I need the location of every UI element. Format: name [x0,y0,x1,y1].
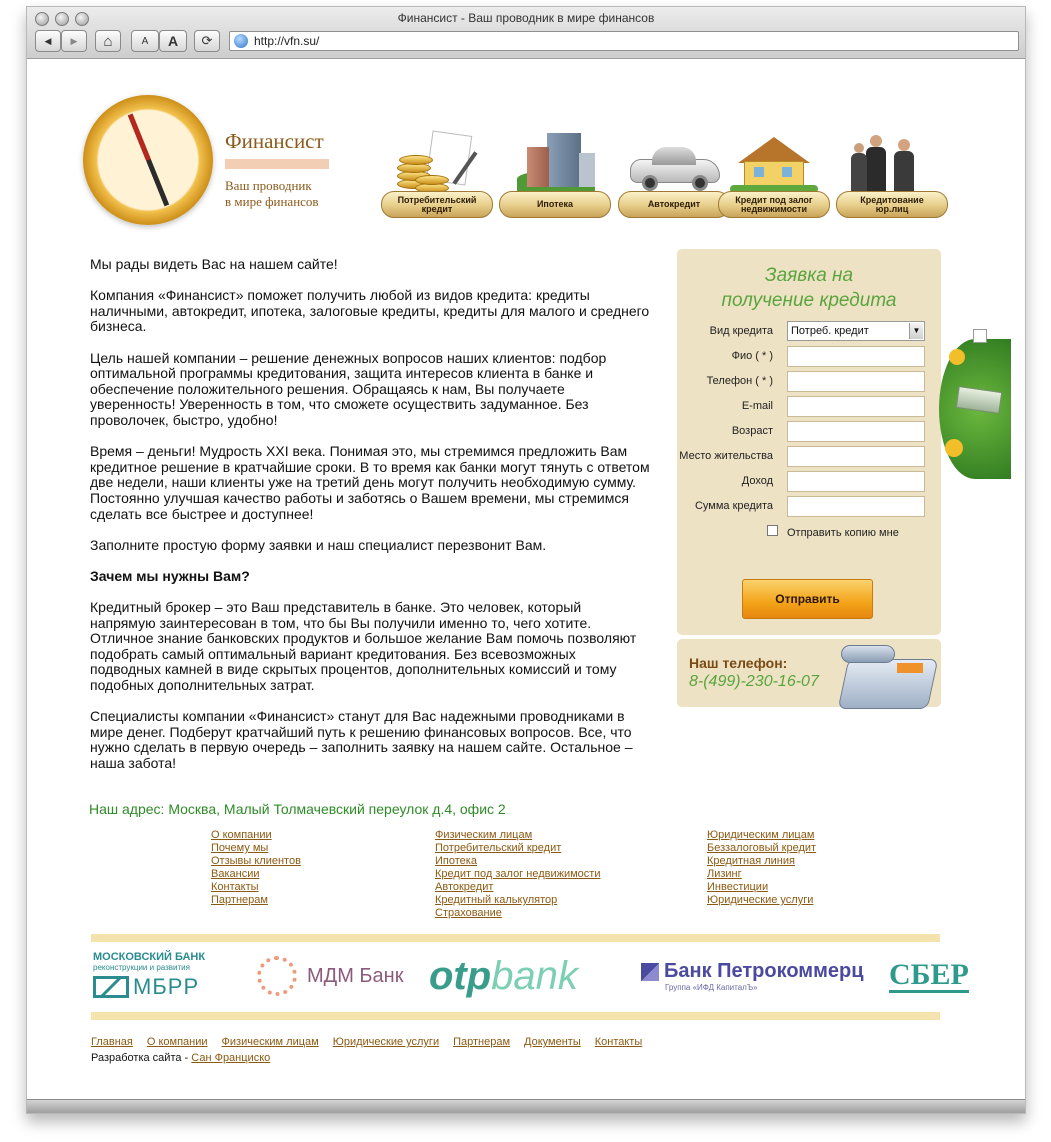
reload-button[interactable] [194,30,220,52]
home-icon: ⌂ [103,32,113,50]
footer-link-legal-services[interactable]: Юридические услуги [332,1036,440,1048]
browser-toolbar [27,7,1025,59]
text-smaller-button[interactable] [131,30,159,52]
nav-label: Кредит под залог недвижимости [718,191,830,218]
fio-label: Фио ( * ) [731,350,773,362]
phone-label: Наш телефон: [689,655,788,671]
footer-link-about[interactable]: О компании [146,1036,208,1048]
office-address: Наш адрес: Москва, Малый Толмачевский переулок д.4, офис 2 [89,801,506,817]
partner-banks [91,934,969,1024]
house-icon [728,129,820,195]
footer-link-contacts[interactable]: Контакты [594,1036,643,1048]
income-label: Доход [741,475,773,487]
greeting-text: Мы рады видеть Вас на нашем сайте! [90,256,338,272]
compass-needle-tip-icon [128,114,151,161]
nav-label: Автокредит [618,191,730,218]
content-paragraph: Специалисты компании «Финансист» станут для Вас надежными проводниками в мире денег. Подберут кратчайший путь к решению финансовых вопросов. Все, что нужно сделать в первую очередь – заполнить заявку на нашем сайте. Остальное – наша забота! [90,708,633,771]
company-links [211,829,301,907]
individuals-links [435,829,600,920]
content-paragraph: Время – деньги! Мудрость XXI века. Понимая это, мы стремимся предложить Вам кредитное решение в кратчайшие сроки. В то время как банки могут тянуть с ответом две недели, наши клиенты уже на третий день могут получить необходимую сумму. Постоянно улучшая качество работы и заботясь о Вашем времени, мы стремимся сделать все быстрее и доступнее! [90,443,650,522]
footer [91,1036,642,1064]
phone-label: Телефон ( * ) [706,375,773,387]
tagline-line-1: Ваш проводник [225,178,312,193]
fio-input[interactable] [787,346,925,367]
business-people-icon [846,129,938,195]
petrocommerce-sub-text: Группа «ИФД КапиталЪ» [665,983,758,992]
link-about[interactable]: О компании [211,829,272,841]
form-title [677,263,941,313]
buildings-icon [509,129,601,195]
phone-panel [677,639,941,707]
bank-logo-petrocommerce[interactable] [641,946,871,1006]
content-paragraph: Цель нашей компании – решение денежных вопросов наших клиентов: подбор оптимальной программы кредитования, защита интересов клиента в банке и обеспечение положительного решения. Обращаясь к нам, Вы получаете уверенность! Уверенность в том, что сможете осуществить задуманное. Без проволочек, быстро, удобно! [90,349,607,428]
footer-nav [91,1036,642,1048]
link-insurance[interactable]: Страхование [435,907,502,919]
forward-arrow-icon: ▶ [70,35,78,46]
section-heading: Зачем мы нужны Вам? [90,567,250,584]
credit-type-label: Вид кредита [709,325,773,337]
nav-collateral-credit[interactable] [714,129,834,225]
otp-bank-text: bank [491,953,578,998]
telephone-icon [837,641,937,717]
amount-label: Сумма кредита [694,500,773,512]
chevron-down-icon: ▼ [909,323,923,339]
link-legal-entities[interactable]: Юридическим лицам [707,829,815,841]
url-text: http://vfn.su/ [254,34,320,48]
otp-text: otp [429,953,492,998]
petrocommerce-emblem-icon [641,963,659,981]
nav-mortgage[interactable] [495,129,615,225]
credit-application-form [677,249,941,635]
mdm-text: МДМ Банк [307,964,404,987]
credit-type-select[interactable] [787,321,925,341]
mdm-circle-icon [257,956,297,996]
link-collateral[interactable]: Кредит под залог недвижимости [435,868,601,880]
phone-number[interactable]: 8-(499)-230-16-07 [689,673,819,690]
bank-logo-otp[interactable] [429,946,599,1006]
mbrr-top-text: МОСКОВСКИЙ БАНК [93,951,206,963]
nav-label: Потребительский кредит [381,191,493,218]
text-smaller-icon: A [141,35,149,47]
back-button[interactable] [35,30,61,52]
petrocommerce-text: Банк Петрокоммерц [664,960,864,982]
footer-link-individuals[interactable]: Физическим лицам [221,1036,319,1048]
send-copy-label: Отправить копию мне [787,527,899,539]
content-paragraph: Кредитный брокер – это Ваш представитель в банке. Это человек, который напрямую заинтересован в том, что бы Вы получили именно то, чего хотите. Отличное знание банковских продуктов и большое желание Вам помочь позволяют подобрать самый оптимальный вариант кредитования. Без всевозможных подводных камней в виде скрытых процентов, дополнительных комиссий и тому подобных дополнительных затрат. [90,599,637,694]
footer-link-documents[interactable]: Документы [524,1036,581,1048]
link-consumer-credit[interactable]: Потребительский кредит [435,842,562,854]
compass-logo[interactable] [83,95,213,225]
money-tree-icon [939,309,1011,481]
residence-label: Место жительства [679,450,773,462]
main-content [90,257,650,787]
nav-label: Ипотека [499,191,611,218]
sber-text: СБЕР [889,957,969,991]
email-label: E-mail [741,400,773,412]
amount-input[interactable] [787,496,925,517]
link-contacts[interactable]: Контакты [211,881,259,893]
tagline-line-2: в мире финансов [225,194,319,209]
strip-top-band [91,934,940,942]
bank-logo-mdm[interactable] [257,946,407,1006]
link-mortgage[interactable]: Ипотека [435,855,477,867]
residence-input[interactable] [787,446,925,467]
link-legal-services[interactable]: Юридические услуги [707,894,814,906]
mbrr-emblem-icon [93,976,129,998]
content-paragraph: Заполните простую форму заявки и наш специалист перезвонит Вам. [90,536,547,553]
credit-prefix: Разработка сайта - [91,1052,192,1064]
forward-button[interactable] [61,30,87,52]
link-partners[interactable]: Партнерам [211,894,268,906]
text-bigger-button[interactable] [159,30,187,52]
browser-status-bar [27,1099,1025,1113]
window-title: Финансист - Ваш проводник в мире финансов [397,11,655,25]
developer-credit [91,1052,642,1064]
site-tagline [225,178,365,210]
car-icon [628,129,720,195]
age-label: Возраст [731,425,773,437]
home-button[interactable] [95,30,121,52]
link-individuals[interactable]: Физическим лицам [435,829,533,841]
browser-window [26,6,1026,1114]
content-paragraph: Компания «Финансист» поможет получить любой из видов кредита: кредиты наличными, автокредит, ипотека, залоговые кредиты, кредиты для малого и среднего бизнеса. [90,287,650,335]
address-bar[interactable] [229,31,1019,51]
link-car-credit[interactable]: Автокредит [435,881,494,893]
bank-logo-sber[interactable] [889,946,969,1006]
send-copy-checkbox[interactable] [767,525,778,536]
strip-bottom-band [91,1012,940,1020]
link-reviews[interactable]: Отзывы клиентов [211,855,301,867]
link-unsecured-credit[interactable]: Беззалоговый кредит [707,842,817,854]
credit-type-value: Потреб. кредит [791,325,869,337]
legal-entities-links [707,829,816,907]
link-why-us[interactable]: Почему мы [211,842,269,854]
submit-button[interactable]: Отправить [742,579,873,619]
nav-label: Кредитование юр.лиц [836,191,948,218]
footer-link-partners[interactable]: Партнерам [453,1036,511,1048]
nav-legal-entities[interactable] [832,129,952,225]
text-bigger-icon: A [167,33,179,49]
email-input[interactable] [787,396,925,417]
link-credit-line[interactable]: Кредитная линия [707,855,795,867]
globe-icon [234,34,248,48]
site-brand[interactable]: Финансист [225,129,324,153]
age-input[interactable] [787,421,925,442]
form-title-line-1: Заявка на [764,265,854,286]
back-arrow-icon: ◀ [44,35,52,46]
phone-input[interactable] [787,371,925,392]
footer-link-home[interactable]: Главная [91,1036,133,1048]
mbrr-sub-text: реконструкции и развития [93,963,190,972]
brand-underline [225,159,329,169]
bank-logo-mbrr[interactable] [93,946,217,1006]
nav-consumer-credit[interactable] [377,129,497,225]
link-investments[interactable]: Инвестиции [707,881,769,893]
developer-link[interactable]: Сан Франциско [191,1052,271,1064]
coins-and-document-icon [391,129,483,195]
reload-icon: ⟳ [201,33,213,48]
mbrr-main-text: МБРР [133,974,200,999]
income-input[interactable] [787,471,925,492]
link-calculator[interactable]: Кредитный калькулятор [435,894,558,906]
form-title-line-2: получение кредита [721,290,897,311]
link-vacancies[interactable]: Вакансии [211,868,260,880]
link-leasing[interactable]: Лизинг [707,868,742,880]
